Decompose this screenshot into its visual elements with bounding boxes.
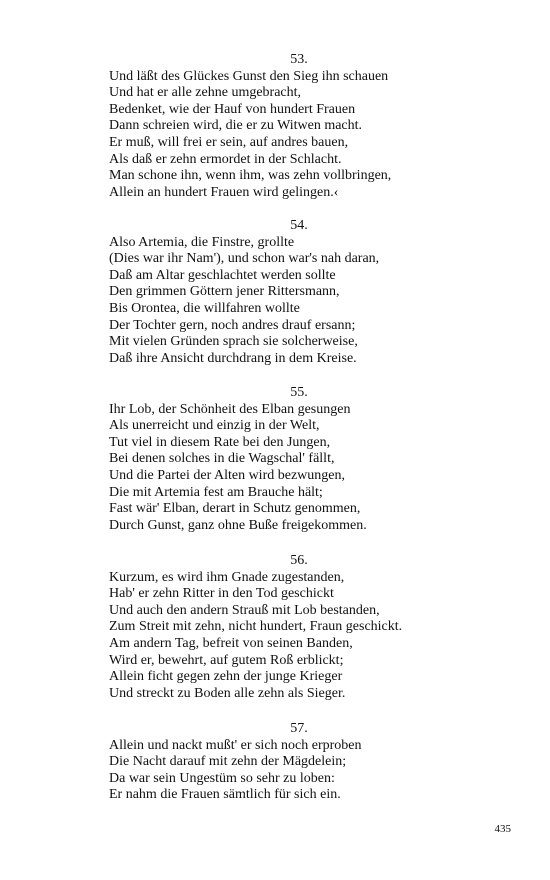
stanza <box>109 385 489 534</box>
verse-line: Die mit Artemia fest am Brauche hält; <box>109 484 323 500</box>
verse-line: Und auch den andern Strauß mit Lob bestanden, <box>109 602 380 618</box>
verse-line: Der Tochter gern, noch andres drauf ersann; <box>109 317 356 333</box>
stanza <box>109 52 489 201</box>
verse-line: Zum Streit mit zehn, nicht hundert, Fraun geschickt. <box>109 619 403 635</box>
verse-line: Als daß er zehn ermordet in der Schlacht. <box>109 151 342 167</box>
stanza <box>109 218 489 367</box>
verse-line: Mit vielen Gründen sprach sie solcherweise, <box>109 334 358 350</box>
verse-line: Fast wär' Elban, derart in Schutz genommen, <box>109 501 361 517</box>
stanza-number: 55. <box>290 385 308 400</box>
verse-line: Durch Gunst, ganz ohne Buße freigekommen. <box>109 517 367 533</box>
verse-line: Und streckt zu Boden alle zehn als Sieger. <box>109 685 346 701</box>
verse-line: Den grimmen Göttern jener Rittersmann, <box>109 284 340 300</box>
verse-line: Wird er, bewehrt, auf gutem Roß erblickt; <box>109 652 344 668</box>
verse-line: Man schone ihn, wenn ihm, was zehn vollbringen, <box>109 168 392 184</box>
verse-line: Bis Orontea, die willfahren wollte <box>109 300 300 316</box>
verse-line: Und hat er alle zehne umgebracht, <box>109 85 302 101</box>
verse-line: Er nahm die Frauen sämtlich für sich ein. <box>109 787 341 803</box>
verse-line: Da war sein Ungestüm so sehr zu loben: <box>109 770 335 786</box>
stanza-number: 53. <box>290 52 308 67</box>
verse-line: Allein an hundert Frauen wird gelingen.‹ <box>109 184 339 200</box>
stanza-number: 56. <box>290 553 308 568</box>
verse-line: Bei denen solches in die Wagschal' fällt, <box>109 451 335 467</box>
stanza-number: 54. <box>290 218 308 233</box>
verse-line: Hab' er zehn Ritter in den Tod geschickt <box>109 586 334 602</box>
verse-line: Also Artemia, die Finstre, grollte <box>109 234 295 250</box>
verse-line: Bedenket, wie der Hauf von hundert Frauen <box>109 101 356 117</box>
verse-line: Kurzum, es wird ihm Gnade zugestanden, <box>109 569 345 585</box>
verse-line: Und die Partei der Alten wird bezwungen, <box>109 467 345 483</box>
page-number: 435 <box>494 823 511 835</box>
stanza <box>109 553 489 702</box>
verse-line: Und läßt des Glückes Gunst den Sieg ihn schauen <box>109 68 389 84</box>
verse-line: Allein ficht gegen zehn der junge Krieger <box>109 669 343 685</box>
stanza <box>109 721 489 804</box>
verse-line: (Dies war ihr Nam'), und schon war's nah daran, <box>109 251 380 267</box>
verse-line: Ihr Lob, der Schönheit des Elban gesungen <box>109 401 351 417</box>
verse-line: Tut viel in diesem Rate bei den Jungen, <box>109 434 331 450</box>
verse-line: Allein und nackt mußt' er sich noch erproben <box>109 737 362 753</box>
verse-line: Daß ihre Ansicht durchdrang in dem Kreise. <box>109 350 357 366</box>
verse-line: Die Nacht darauf mit zehn der Mägdelein; <box>109 754 347 770</box>
verse-line: Daß am Altar geschlachtet werden sollte <box>109 267 336 283</box>
verse-line: Am andern Tag, befreit von seinen Banden, <box>109 635 353 651</box>
verse-line: Er muß, will frei er sein, auf andres bauen, <box>109 134 349 150</box>
verse-line: Als unerreicht und einzig in der Welt, <box>109 418 320 434</box>
stanza-number: 57. <box>290 721 308 736</box>
verse-line: Dann schreien wird, die er zu Witwen macht. <box>109 118 363 134</box>
